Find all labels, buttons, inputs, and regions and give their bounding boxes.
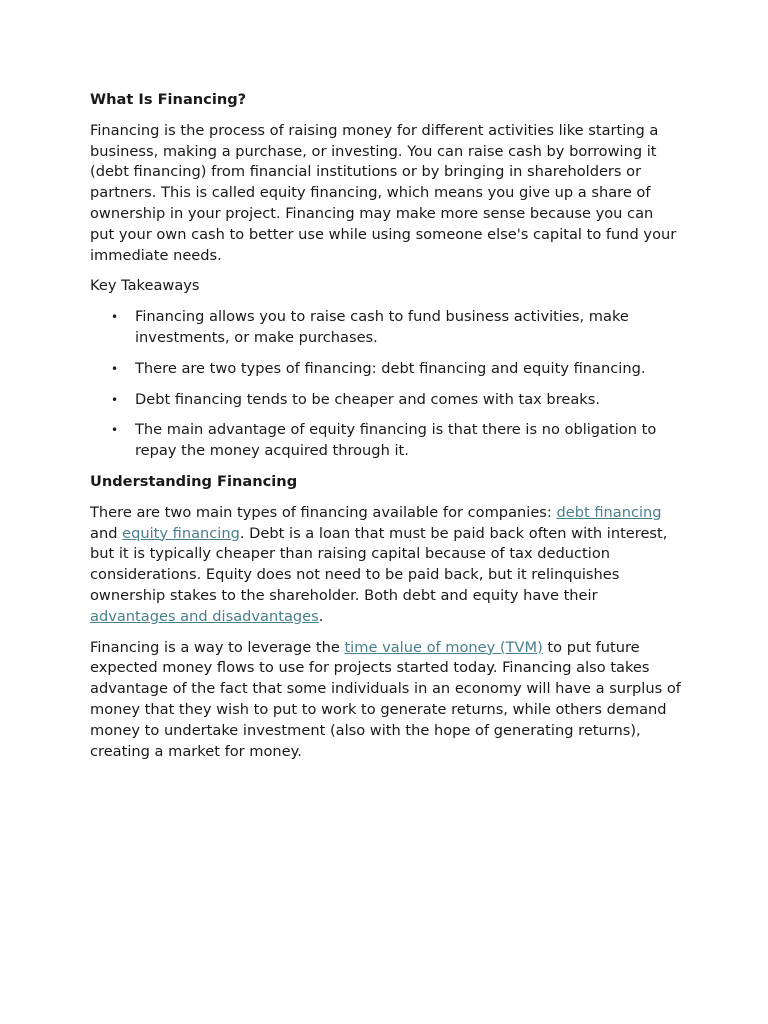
- list-item: • There are two types of financing: debt financing and equity financing.: [135, 359, 682, 380]
- text-span: .: [318, 607, 324, 625]
- list-item: • The main advantage of equity financing is that there is no obligation to repay the money acquired through it.: [135, 420, 682, 462]
- list-item: • Debt financing tends to be cheaper and comes with tax breaks.: [135, 390, 682, 411]
- time-value-of-money-link[interactable]: time value of money (TVM): [344, 638, 543, 656]
- text-span: Financing is a way to leverage the: [90, 638, 345, 656]
- equity-financing-link[interactable]: equity financing: [122, 524, 240, 542]
- takeaways-list: [90, 307, 682, 462]
- key-takeaways-label: Key Takeaways: [90, 277, 200, 295]
- tvm-paragraph: [90, 638, 682, 763]
- intro-paragraph: Financing is the process of raising money for different activities like starting a business, making a purchase, or investing. You can raise cash by borrowing it (debt financing) from financial institutions or by bringing in shareholders or partners. This is called equity financing, which means you give up a share of ownership in your project. Financing may make more sense because you can put your own cash to better use while using someone else's capital to fund your immediate needs.: [90, 121, 677, 264]
- types-paragraph: [90, 503, 682, 628]
- advantages-disadvantages-link[interactable]: advantages and disadvantages: [90, 607, 319, 625]
- document-page: [90, 90, 682, 772]
- heading-what-is-financing: What Is Financing?: [90, 91, 247, 108]
- debt-financing-link[interactable]: debt financing: [556, 503, 662, 521]
- text-span: to put future expected money flows to use for projects started today. Financing also takes advantage of the fact that some individuals in an economy will have a surplus of money that they wish to put to work to generate returns, while others demand money to undertake investment (also with the hope of generating returns), creating a market for money.: [90, 638, 681, 760]
- text-span: and: [90, 524, 123, 542]
- list-item: • Financing allows you to raise cash to fund business activities, make investments, or make purchases.: [135, 307, 682, 349]
- heading-understanding-financing: Understanding Financing: [90, 472, 298, 490]
- text-span: . Debt is a loan that must be paid back often with interest, but it is typically cheaper than raising capital because of tax deduction considerations. Equity does not need to be paid back, but it relinquishes ownership stakes to the shareholder. Both debt and equity have their: [90, 524, 668, 604]
- text-span: There are two main types of financing available for companies:: [90, 503, 557, 521]
